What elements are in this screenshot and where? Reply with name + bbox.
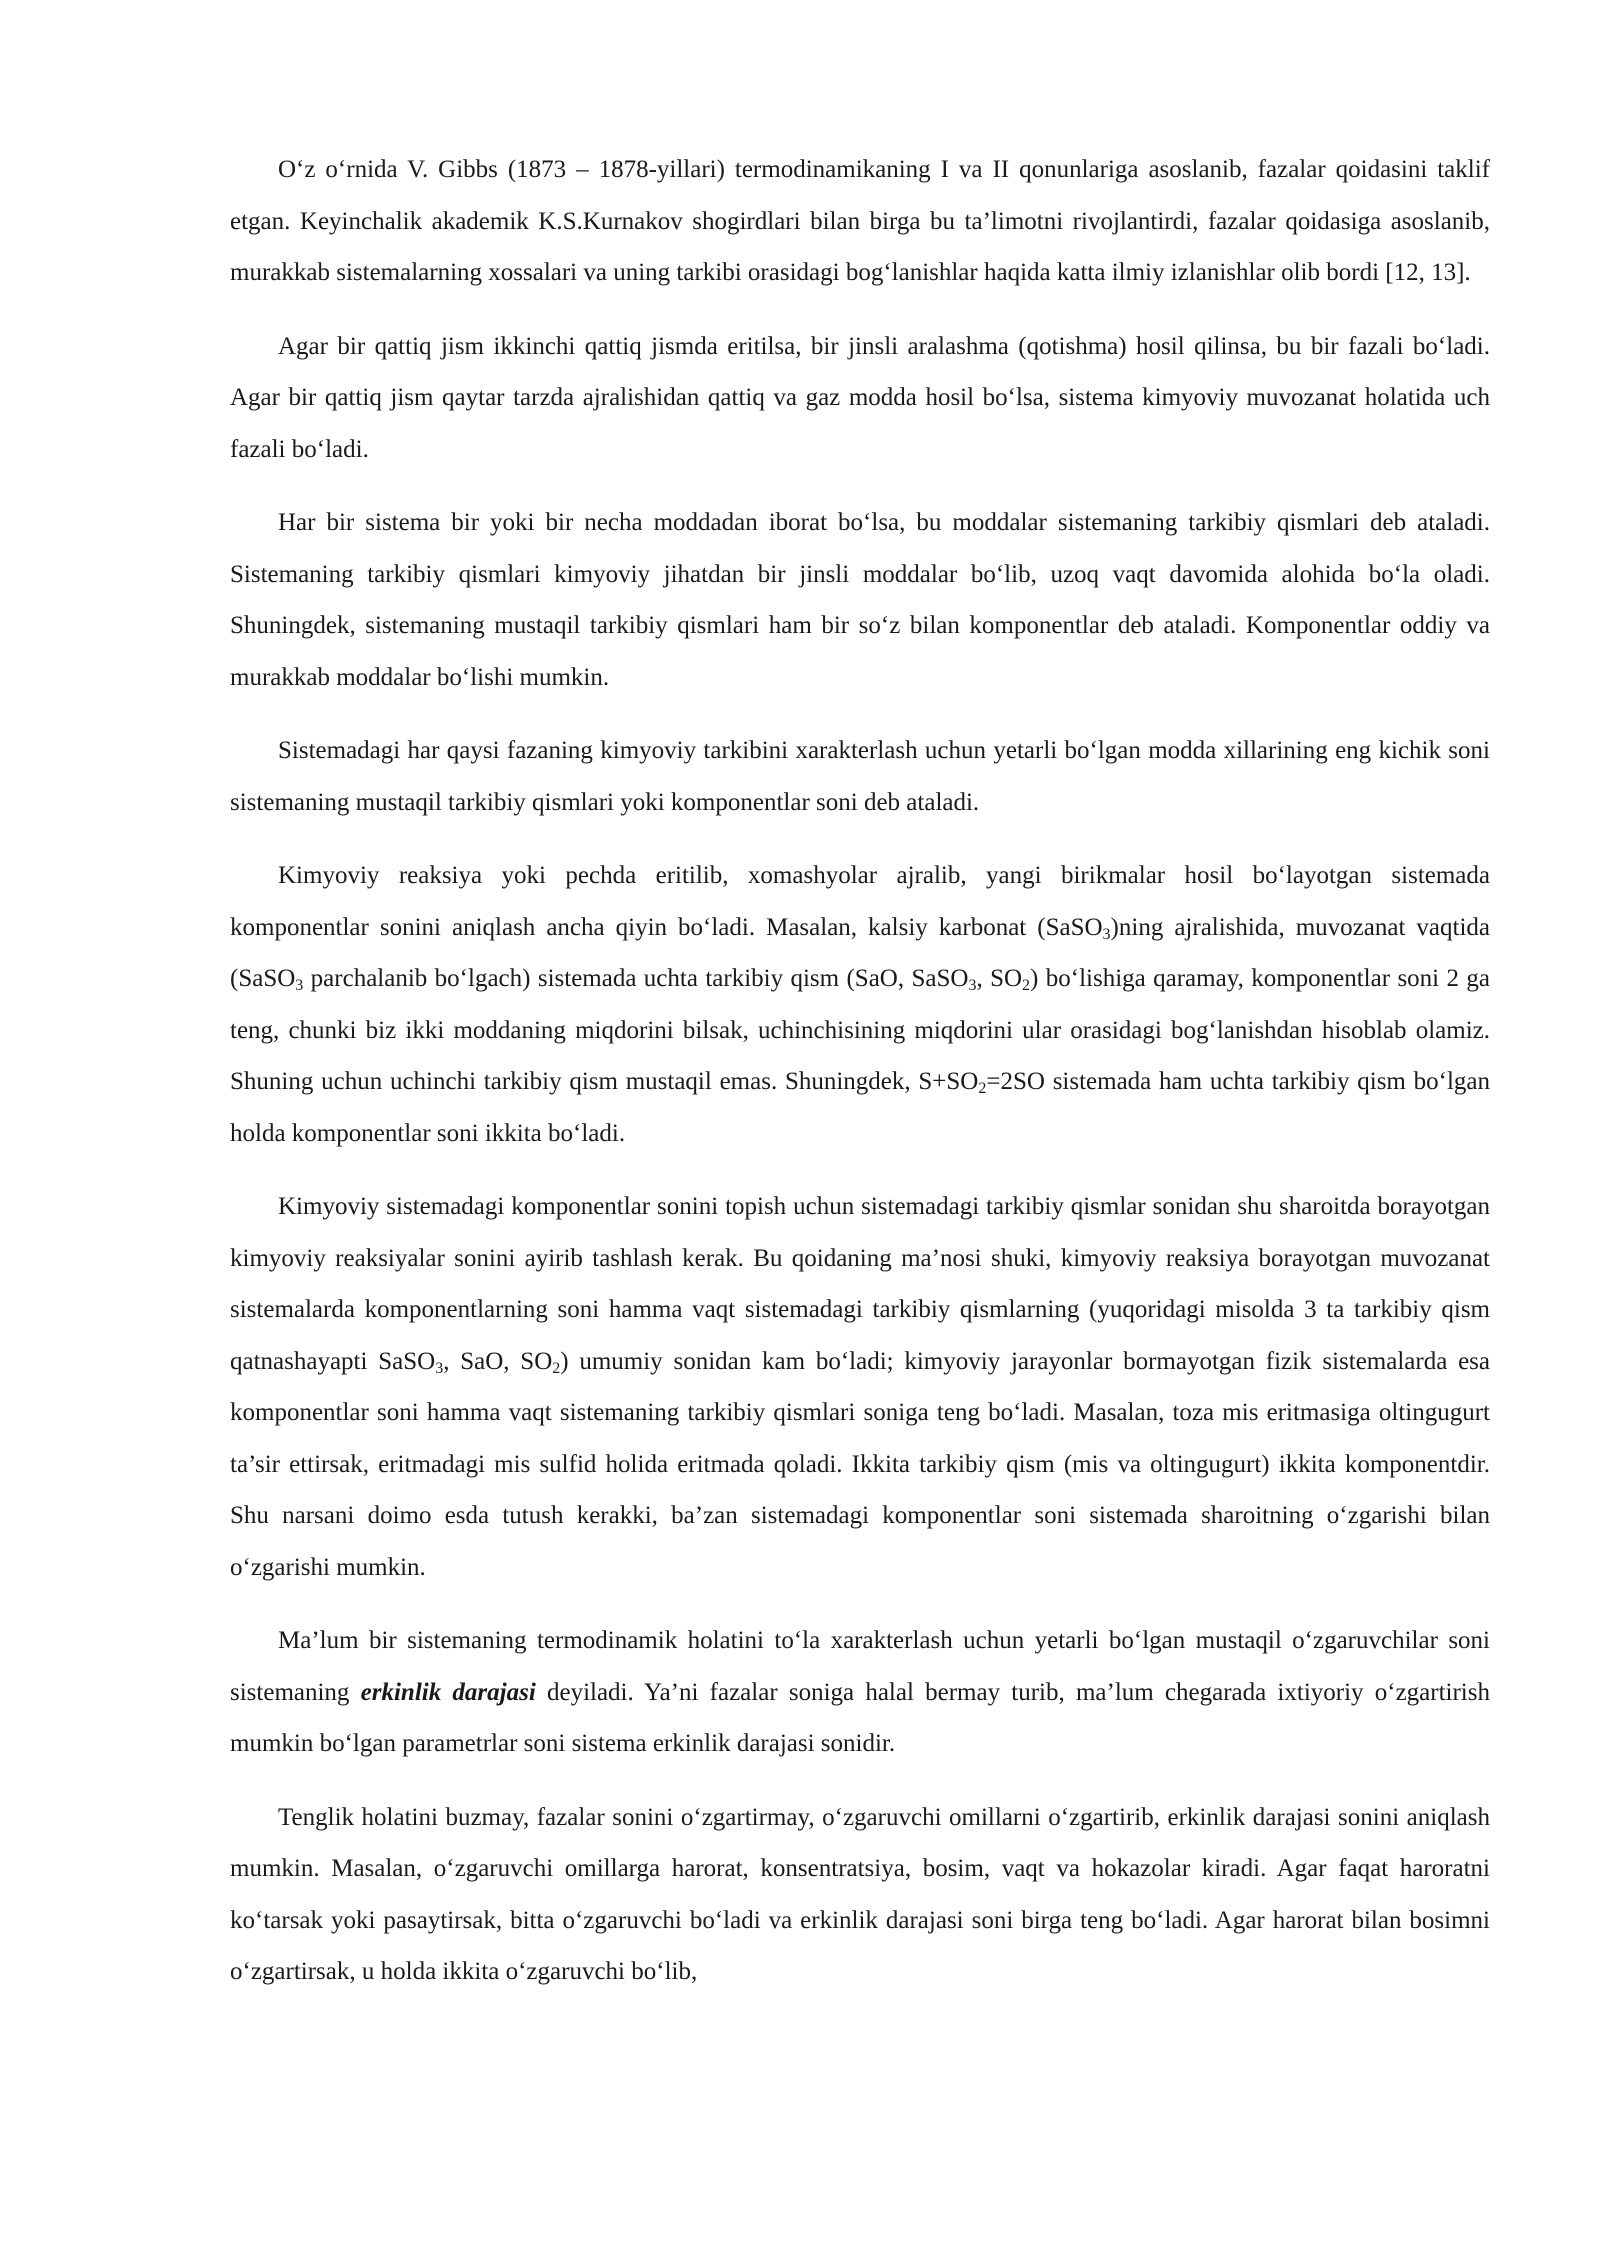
body-paragraph	[230, 321, 1490, 476]
text-run: Har bir sistema bir yoki bir necha moddadan iborat bo‘lsa, bu moddalar sistemaning tarkibiy qismlari deb ataladi. Sistemaning tarkibiy qismlari kimyoviy jihatdan bir jinsli moddalar bo‘lib, uzoq vaqt davomida alohida bo‘la oladi. Shuningdek, sistemaning mustaqil tarkibiy qismlari ham bir so‘z bilan komponentlar deb ataladi. Komponentlar oddiy va murakkab moddalar bo‘lishi mumkin.	[230, 509, 1490, 691]
text-run: Kimyoviy reaksiya yoki pechda eritilib, xomashyolar ajralib, yangi birikmalar hosil bo‘layotgan sistemada komponentlar sonini aniqlash ancha qiyin bo‘ladi. Masalan, kalsiy karbonat (SaSO	[230, 862, 1490, 941]
subscript: 2	[978, 1080, 987, 1097]
body-paragraph	[230, 497, 1490, 703]
subscript: 2	[552, 1359, 561, 1377]
text-run: ) umumiy sonidan kam bo‘ladi; kimyoviy jarayonlar bormayotgan fizik sistemalarda esa komponentlar soni hamma vaqt sistemaning tarkibiy qismlari soniga teng bo‘ladi. Masalan, toza mis eritmasiga oltingugurt ta’sir ettirsak, eritmadagi mis sulfid holida eritmada qoladi. Ikkita tarkibiy qism (mis va oltingugurt) ikkita komponentdir. Shu narsani doimo esda tutush kerakki, ba’zan sistemadagi komponentlar soni sistemada sharoitning o‘zgarishi bilan o‘zgarishi mumkin.	[230, 1347, 1490, 1581]
text-run: , SaO, SO	[443, 1347, 553, 1375]
subscript: 3	[295, 977, 304, 994]
subscript: 3	[435, 1359, 444, 1377]
subscript: 2	[1022, 977, 1031, 994]
body-paragraph	[230, 1792, 1490, 1998]
document-page	[230, 144, 1490, 2020]
body-paragraph	[230, 144, 1490, 299]
text-run: Tenglik holatini buzmay, fazalar sonini o‘zgartirmay, o‘zgaruvchi omillarni o‘zgartirib, erkinlik darajasi sonini aniqlash mumkin. Masalan, o‘zgaruvchi omillarga harorat, konsentratsiya, bosim, vaqt va hokazolar kiradi. Agar faqat haroratni ko‘tarsak yoki pasaytirsak, bitta o‘zgaruvchi bo‘ladi va erkinlik darajasi soni birga teng bo‘ladi. Agar harorat bilan bosimni o‘zgartirsak, u holda ikkita o‘zgaruvchi bo‘lib,	[230, 1803, 1490, 1985]
text-run: Agar bir qattiq jism ikkinchi qattiq jismda eritilsa, bir jinsli aralashma (qotishma) hosil qilinsa, bu bir fazali bo‘ladi. Agar bir qattiq jism qaytar tarzda ajralishidan qattiq va gaz modda hosil bo‘lsa, sistema kimyoviy muvozanat holatida uch fazali bo‘ladi.	[230, 332, 1490, 463]
body-paragraph	[230, 1181, 1490, 1593]
body-paragraph	[230, 850, 1490, 1159]
subscript: 3	[1102, 925, 1111, 943]
text-run: parchalanib bo‘lgach) sistemada uchta tarkibiy qism (SaO, SaSO	[303, 965, 969, 992]
body-paragraph	[230, 1615, 1490, 1770]
text-run: , SO	[976, 965, 1023, 992]
text-run: )ning ajralishida, muvozanat vaqtida (SaSO	[230, 913, 1490, 992]
text-run: Sistemadagi har qaysi fazaning kimyoviy tarkibini xarakterlash uchun yetarli bo‘lgan modda xillarining eng kichik soni sistemaning mustaqil tarkibiy qismlari yoki komponentlar soni deb ataladi.	[230, 737, 1490, 816]
text-run: Kimyoviy sistemadagi komponentlar sonini topish uchun sistemadagi tarkibiy qismlar sonidan shu sharoitda borayotgan kimyoviy reaksiyalar sonini ayirib tashlash kerak. Bu qoidaning ma’nosi shuki, kimyoviy reaksiya borayotgan muvozanat sistemalarda komponentlarning soni hamma vaqt sistemadagi tarkibiy qismlarning (yuqoridagi misolda 3 ta tarkibiy qism qatnashayapti SaSO	[230, 1193, 1490, 1375]
text-run: ) bo‘lishiga qaramay, komponentlar soni 2 ga teng, chunki biz ikki moddaning miqdorini bilsak, uchinchisining miqdorini ular orasidagi bog‘lanishdan hisoblab olamiz. Shuning uchun uchinchi tarkibiy qism mustaqil emas. Shuningdek, S+SO	[230, 965, 1490, 1095]
key-term: erkinlik darajasi	[360, 1678, 536, 1706]
text-run: =2SO sistemada ham uchta tarkibiy qism bo‘lgan holda komponentlar soni ikkita bo‘ladi.	[230, 1068, 1490, 1147]
body-paragraph	[230, 725, 1490, 828]
text-run: deyiladi. Ya’ni fazalar soniga halal bermay turib, ma’lum chegarada ixtiyoriy o‘zgartirish mumkin bo‘lgan parametrlar soni sistema erkinlik darajasi sonidir.	[230, 1678, 1490, 1757]
text-run: Ma’lum bir sistemaning termodinamik holatini to‘la xarakterlash uchun yetarli bo‘lgan mustaqil o‘zgaruvchilar soni sistemaning	[230, 1627, 1490, 1706]
subscript: 3	[968, 977, 977, 994]
text-run: O‘z o‘rnida V. Gibbs (1873 – 1878-yillari) termodinamikaning I va II qonunlariga asoslanib, fazalar qoidasini taklif etgan. Keyinchalik akademik K.S.Kurnakov shogirdlari bilan birga bu ta’limotni rivojlantirdi, fazalar qoidasiga asoslanib, murakkab sistemalarning xossalari va uning tarkibi orasidagi bog‘lanishlar haqida katta ilmiy izlanishlar olib bordi [12, 13].	[230, 156, 1490, 286]
